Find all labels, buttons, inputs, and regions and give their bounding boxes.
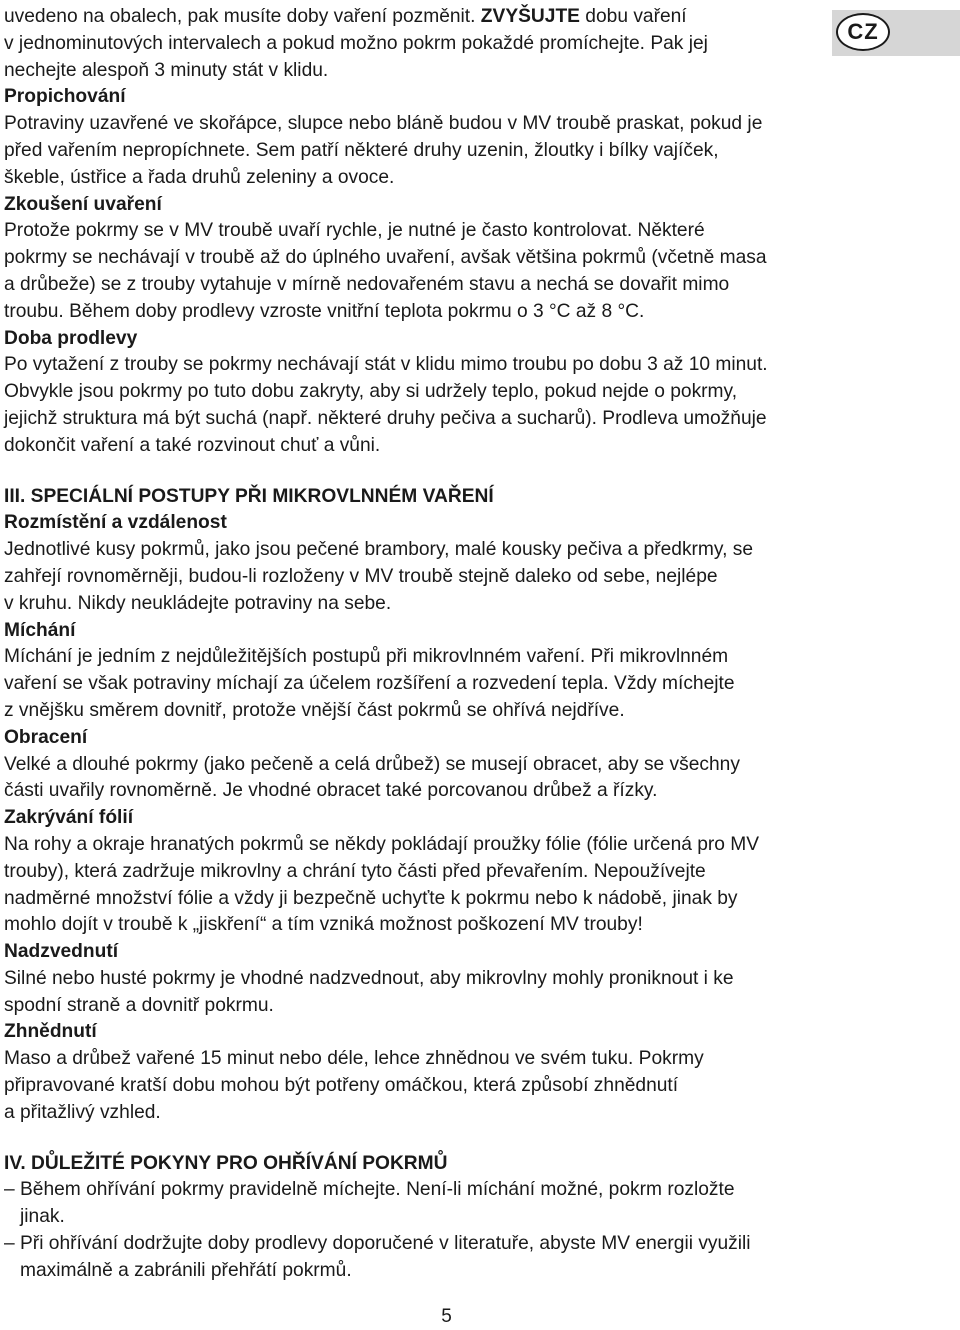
intro-line-1-end: dobu vaření: [579, 6, 687, 27]
document-page: [4, 4, 884, 1285]
language-badge-label: CZ: [836, 13, 890, 51]
section-nadzvednuti: [4, 939, 884, 1019]
list-item-text: Během ohřívání pokrmy pravidelně míchejte. Není-li míchání možné, pokrm rozložte: [20, 1179, 735, 1201]
list-item-continuation: jinak.: [20, 1206, 65, 1228]
section-rozmisteni: [4, 510, 884, 617]
zkouseni-line: Protože pokrmy se v MV troubě uvaří rychle, je nutné je často kontrolovat. Některé: [4, 220, 705, 242]
intro-paragraph: [4, 4, 884, 84]
propichovani-heading: Propichování: [4, 86, 126, 108]
section-prodleva: [4, 326, 884, 460]
folie-line: nadměrné množství fólie a vždy ji bezpečně uchyťte k pokrmu nebo k nádobě, jinak by: [4, 887, 738, 909]
section-michani: [4, 618, 884, 725]
list-item-first-line: [4, 1177, 884, 1204]
intro-line-3: nechejte alespoň 3 minuty stát v klidu.: [4, 59, 329, 81]
nadzvednuti-line: Silné nebo husté pokrmy je vhodné nadzvednout, aby mikrovlny mohly proniknout i ke: [4, 967, 734, 989]
michani-line: Míchání je jedním z nejdůležitějších postupů při mikrovlnném vaření. Při mikrovlnném: [4, 646, 729, 668]
rozmisteni-line: v kruhu. Nikdy neukládejte potraviny na sebe.: [4, 592, 392, 614]
propichovani-line: Potraviny uzavřené ve skořápce, slupce nebo bláně budou v MV troubě praskat, pokud je: [4, 113, 763, 135]
michani-line: vaření se však potraviny míchají za účelem rozšíření a rozvedení tepla. Vždy míchejte: [4, 673, 735, 695]
zkouseni-line: pokrmy se nechávají v troubě až do úplného uvaření, avšak většina pokrmů (včetně masa: [4, 247, 767, 269]
intro-emphasis: ZVYŠUJTE: [480, 6, 580, 27]
nadzvednuti-line: spodní straně a dovnitř pokrmu.: [4, 994, 274, 1016]
list-item-text: Při ohřívání dodržujte doby prodlevy doporučené v literatuře, abyste MV energii využili: [20, 1233, 751, 1255]
prodleva-line: Po vytažení z trouby se pokrmy nechávají stát v klidu mimo troubu po dobu 3 až 10 minut.: [4, 354, 768, 376]
section-obraceni: [4, 725, 884, 805]
prodleva-line: jejichž struktura má být suchá (např. některé druhy pečiva a sucharů). Prodleva umožňuje: [4, 407, 767, 429]
intro-line-1: [4, 4, 884, 31]
michani-heading: Míchání: [4, 619, 76, 641]
michani-line: z vnějšku směrem dovnitř, protože vnější část pokrmů se ohřívá nejdříve.: [4, 699, 625, 721]
nadzvednuti-heading: Nadzvednutí: [4, 941, 119, 963]
list-item: [4, 1231, 884, 1285]
zkouseni-line: a drůbeže) se z trouby vytahuje v mírně nedovařeném stavu a nechá se dovařit mimo: [4, 273, 730, 295]
section-3-title: III. SPECIÁLNÍ POSTUPY PŘI MIKROVLNNÉM VAŘENÍ: [4, 485, 494, 507]
rozmisteni-line: zahřejí rovnoměrněji, budou-li rozloženy v MV troubě stejně daleko od sebe, nejlépe: [4, 565, 718, 587]
zhnednuti-line: Maso a drůbež vařené 15 minut nebo déle, lehce zhnědnou ve svém tuku. Pokrmy: [4, 1048, 704, 1070]
folie-line: Na rohy a okraje hranatých pokrmů se někdy pokládají proužky fólie (fólie určená pro MV: [4, 833, 760, 855]
list-dash: –: [4, 1233, 15, 1255]
list-dash: –: [4, 1179, 15, 1201]
zkouseni-heading: Zkoušení uvaření: [4, 193, 162, 215]
list-item-first-line: [4, 1231, 884, 1258]
prodleva-line: Obvykle jsou pokrmy po tuto dobu zakryty, aby si udržely teplo, pokud nejde o pokrmy,: [4, 381, 738, 403]
zhnednuti-line: připravované kratší dobu mohou být potřeny omáčkou, která způsobí zhnědnutí: [4, 1075, 679, 1097]
propichovani-line: škeble, ústřice a řada druhů zeleniny a ovoce.: [4, 166, 395, 188]
section-zhnednuti: [4, 1019, 884, 1126]
page-number: 5: [441, 1306, 452, 1327]
list-item-continuation: maximálně a zabránili přehřátí pokrmů.: [20, 1259, 352, 1281]
obraceni-line: části uvařily rovnoměrně. Je vhodné obracet také porcovanou drůbež a řízky.: [4, 780, 658, 802]
zhnednuti-line: a přitažlivý vzhled.: [4, 1101, 161, 1123]
prodleva-line: dokončit vaření a také rozvinout chuť a vůni.: [4, 434, 381, 456]
obraceni-heading: Obracení: [4, 726, 88, 748]
rozmisteni-line: Jednotlivé kusy pokrmů, jako jsou pečené brambory, malé kousky pečiva a předkrmy, se: [4, 539, 754, 561]
section-folie: [4, 805, 884, 939]
intro-line-2: v jednominutových intervalech a pokud možno pokrm pokaždé promíchejte. Pak jej: [4, 32, 708, 54]
folie-line: mohlo dojít v troubě k „jiskření“ a tím vzniká možnost poškození MV trouby!: [4, 914, 643, 936]
folie-heading: Zakrývání fólií: [4, 807, 134, 829]
section-zkouseni: [4, 192, 884, 326]
prodleva-heading: Doba prodlevy: [4, 327, 138, 349]
list-item: [4, 1177, 884, 1231]
section-4-title: IV. DŮLEŽITÉ POKYNY PRO OHŘÍVÁNÍ POKRMŮ: [4, 1152, 448, 1174]
rozmisteni-heading: Rozmístění a vzdálenost: [4, 512, 227, 534]
folie-line: trouby), která zadržuje mikrovlny a chrání tyto části před převařením. Nepoužívejte: [4, 860, 706, 882]
obraceni-line: Velké a dlouhé pokrmy (jako pečeně a celá drůbež) se musejí obracet, aby se všechny: [4, 753, 740, 775]
intro-line-1-start: uvedeno na obalech, pak musíte doby vaření pozměnit.: [4, 6, 481, 27]
zhnednuti-heading: Zhnědnutí: [4, 1021, 97, 1043]
section-propichovani: [4, 84, 884, 191]
propichovani-line: před vařením nepropíchnete. Sem patří některé druhy uzenin, žloutky i bílky vajíček,: [4, 139, 719, 161]
zkouseni-line: troubu. Během doby prodlevy vzroste vnitřní teplota pokrmu o 3 °C až 8 °C.: [4, 300, 645, 322]
